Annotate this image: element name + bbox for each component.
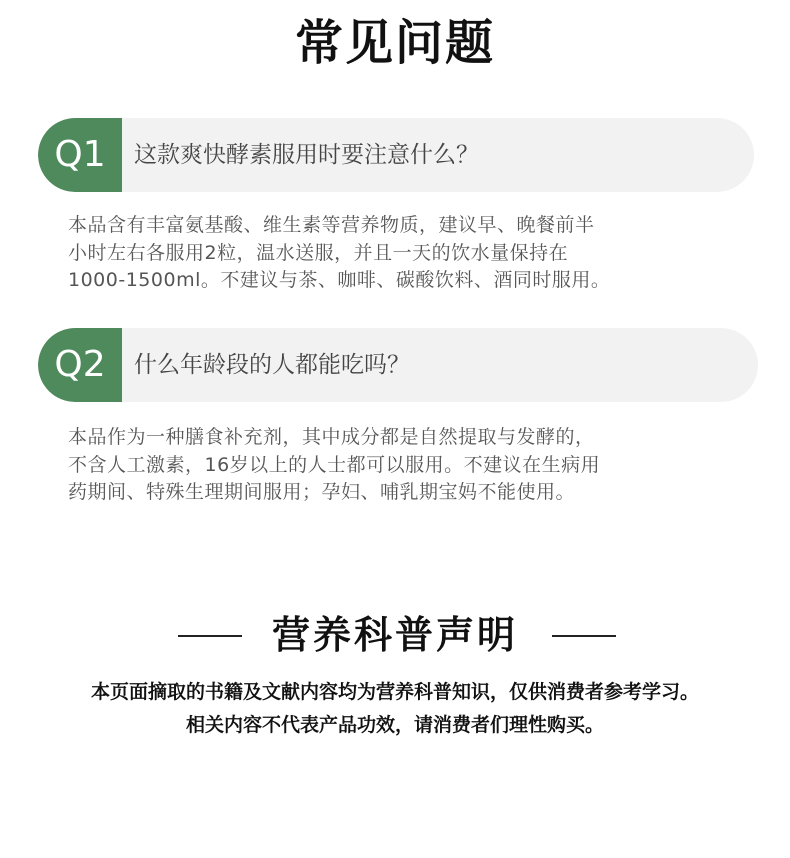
answer-line: 不含人工激素，16岁以上的人士都可以服用。不建议在生病用 <box>68 453 601 476</box>
faq-question-2 <box>38 328 758 402</box>
page-title: 常见问题 <box>294 15 495 71</box>
faq-answer-1 <box>68 212 768 295</box>
answer-line: 本品作为一种膳食补充剂，其中成分都是自然提取与发酵的， <box>68 426 595 448</box>
faq-answer-2 <box>68 424 768 507</box>
answer-line: 本品含有丰富氨基酸、维生素等营养物质，建议早、晚餐前半 <box>68 214 595 236</box>
answer-line: 药期间、特殊生理期间服用；孕妇、哺乳期宝妈不能使用。 <box>68 481 576 503</box>
disclaimer <box>0 676 790 742</box>
q1-badge: Q1 <box>38 118 122 192</box>
faq-question-1 <box>38 118 754 192</box>
answer-line: 1000-1500ml。不建议与茶、咖啡、碳酸饮料、酒同时服用。 <box>68 269 611 291</box>
notice-heading-text: 营养科普声明 <box>271 613 518 657</box>
answer-line: 小时左右各服用2粒，温水送服，并且一天的饮水量保持在 <box>68 241 569 264</box>
divider-line-right <box>552 635 616 637</box>
q2-badge: Q2 <box>38 328 122 402</box>
disclaimer-line: 本页面摘取的书籍及文献内容均为营养科普知识，仅供消费者参考学习。 <box>90 681 699 703</box>
question-text: 什么年龄段的人都能吃吗？ <box>134 352 410 378</box>
disclaimer-line: 相关内容不代表产品功效，请消费者们理性购买。 <box>185 714 604 736</box>
notice-heading <box>0 600 790 670</box>
question-text: 这款爽快酵素服用时要注意什么？ <box>134 142 479 168</box>
